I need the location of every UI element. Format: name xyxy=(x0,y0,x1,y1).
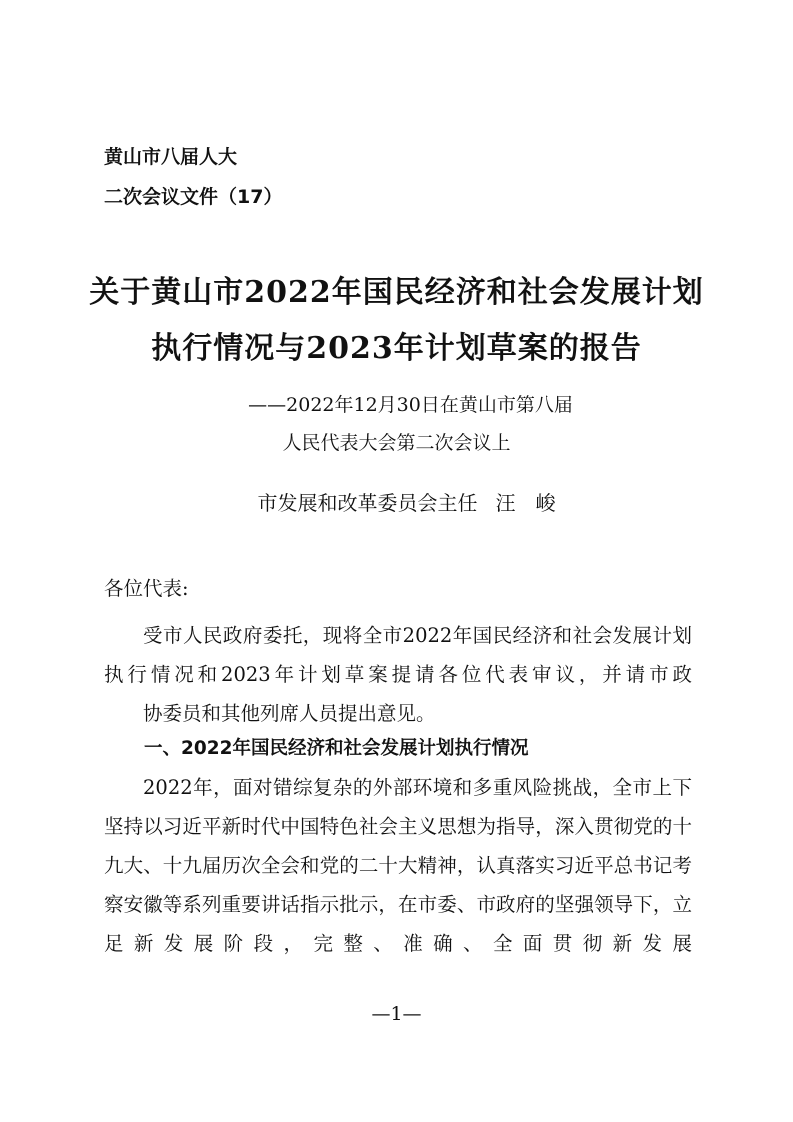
paragraph-1-line-3: 协委员和其他列席人员提出意见。 xyxy=(143,702,436,725)
author-name: 汪峻 xyxy=(495,491,576,515)
page-number: —1— xyxy=(371,1003,422,1025)
document-header-line1: 黄山市八届人大 xyxy=(104,146,238,168)
report-title-line2: 执行情况与2023年计划草案的报告 xyxy=(151,331,642,366)
paragraph-2-line-1: 2022年，面对错综复杂的外部环境和多重风险挑战，全市 xyxy=(143,776,653,799)
report-subtitle-line1: ——2022年12月30日在黄山市第八届 xyxy=(248,394,573,416)
report-title-line1: 关于黄山市2022年国民经济和社会发展计划 xyxy=(89,275,704,310)
author-position: 市发展和改革委员会主任 xyxy=(257,491,478,515)
paragraph-2 xyxy=(104,768,692,963)
author-line xyxy=(20,488,793,518)
paragraph-2-line-4: 近平总书记考察安徽等系列重要讲话指示批示，在市委、市政府 xyxy=(104,854,692,916)
paragraph-1-line-2: 计划执行情况和2023年计划草案提请各位代表审议，并请市政 xyxy=(104,624,692,686)
salutation: 各位代表: xyxy=(104,577,189,600)
paragraph-2-line-3: 彻党的十九大、十九届历次全会和党的二十大精神，认真落实习 xyxy=(104,815,692,877)
paragraph-1 xyxy=(104,616,692,733)
paragraph-1-line-1: 受市人民政府委托，现将全市2022年国民经济和社会发展 xyxy=(143,624,653,647)
paragraph-2-line-2: 上下坚持以习近平新时代中国特色社会主义思想为指导，深入贯 xyxy=(104,776,692,838)
section-1-heading: 一、2022年国民经济和社会发展计划执行情况 xyxy=(144,738,529,759)
report-subtitle-line2: 人民代表大会第二次会议上 xyxy=(282,432,511,454)
document-header-line2: 二次会议文件（17） xyxy=(104,186,283,208)
paragraph-2-line-5: 的坚强领导下，立足新发展阶段，完整、准确、全面贯彻新发展 xyxy=(104,893,692,955)
